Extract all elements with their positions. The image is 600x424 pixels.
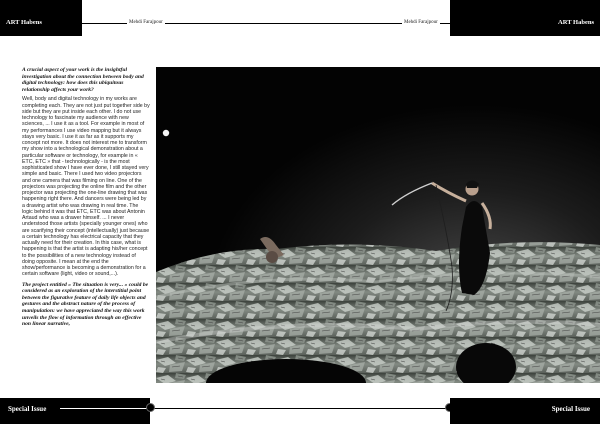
interview-answer: Well, body and digital technology in my works are completing each. They are not just put together side by side but they are put inside each other. I do not use technology to fascinate my audience with new sciences, ... I use it as a tool. For example in most of my performances I use video mapping but it always stays very basic. I use it as far as it supports my concept not more. It does not interest me to transform my show into a technological demonstration about a particular software or technology, for example in « ETC, ETC » that - technologically - is the most sophisticated show I have ever done, I still stayed very simple and basic. There I used two video projectors and one camera that was filming on line. One of the projectors was projecting the online film and the other projector was projecting the one-line drawing that was happening right there. And dancers were being led by a drawing artist who was drawing in real time. The logic behind it was that ETC, ETC was about Antonin Artaud who was a drawer himself. ... I never understood those artists (specially younger ones) who are scarifying their concept (intellectually) just because a certain technology has electrical capacity that they actually need for their creation. In this case, what is happening is that the artist is adapting his/her concept to the possibilities of a new technology instead of doing opposite. I mean at the end the show/performance is becoming a demonstration for a certain software (light, video or sound,...). <box>22 96 150 278</box>
footer-right-block <box>450 398 600 424</box>
footer-label-left: Special Issue <box>8 405 47 413</box>
header-left-block <box>0 0 82 36</box>
author-name-left: Mehdi Farajpour <box>129 20 163 25</box>
interview-question: The project entitled « The situation is very... » could be considered as an exploration of the interstitial point between the figurative feature of daily life objects and gestures and the abstract nature of the process of manipulation: we have appreciated the way this work unveils the flow of information through an effective non linear narrative, <box>22 281 149 328</box>
paper-covered-floor <box>156 242 600 383</box>
footer-label-right: Special Issue <box>551 405 590 413</box>
page-number-left <box>146 403 155 412</box>
interview-question: A crucial aspect of your work is the insightful investigation about the connection between body and digital technology: how does this ubiquitous relationship affects your work? <box>22 67 144 93</box>
interview-text-column <box>22 67 150 328</box>
performance-photo-drawing <box>156 67 600 383</box>
stage-light <box>163 130 169 136</box>
footer-rule-left-inner <box>60 408 148 409</box>
magazine-title-right: ART Habens <box>558 19 594 26</box>
header-right-block <box>450 0 600 36</box>
header-rule-center <box>166 23 422 24</box>
footer-rule-center <box>150 408 450 409</box>
performance-photo <box>156 67 600 383</box>
footer-left-block <box>0 398 150 424</box>
author-name-right: Mehdi Farajpour <box>404 20 438 25</box>
magazine-title-left: ART Habens <box>6 19 42 26</box>
